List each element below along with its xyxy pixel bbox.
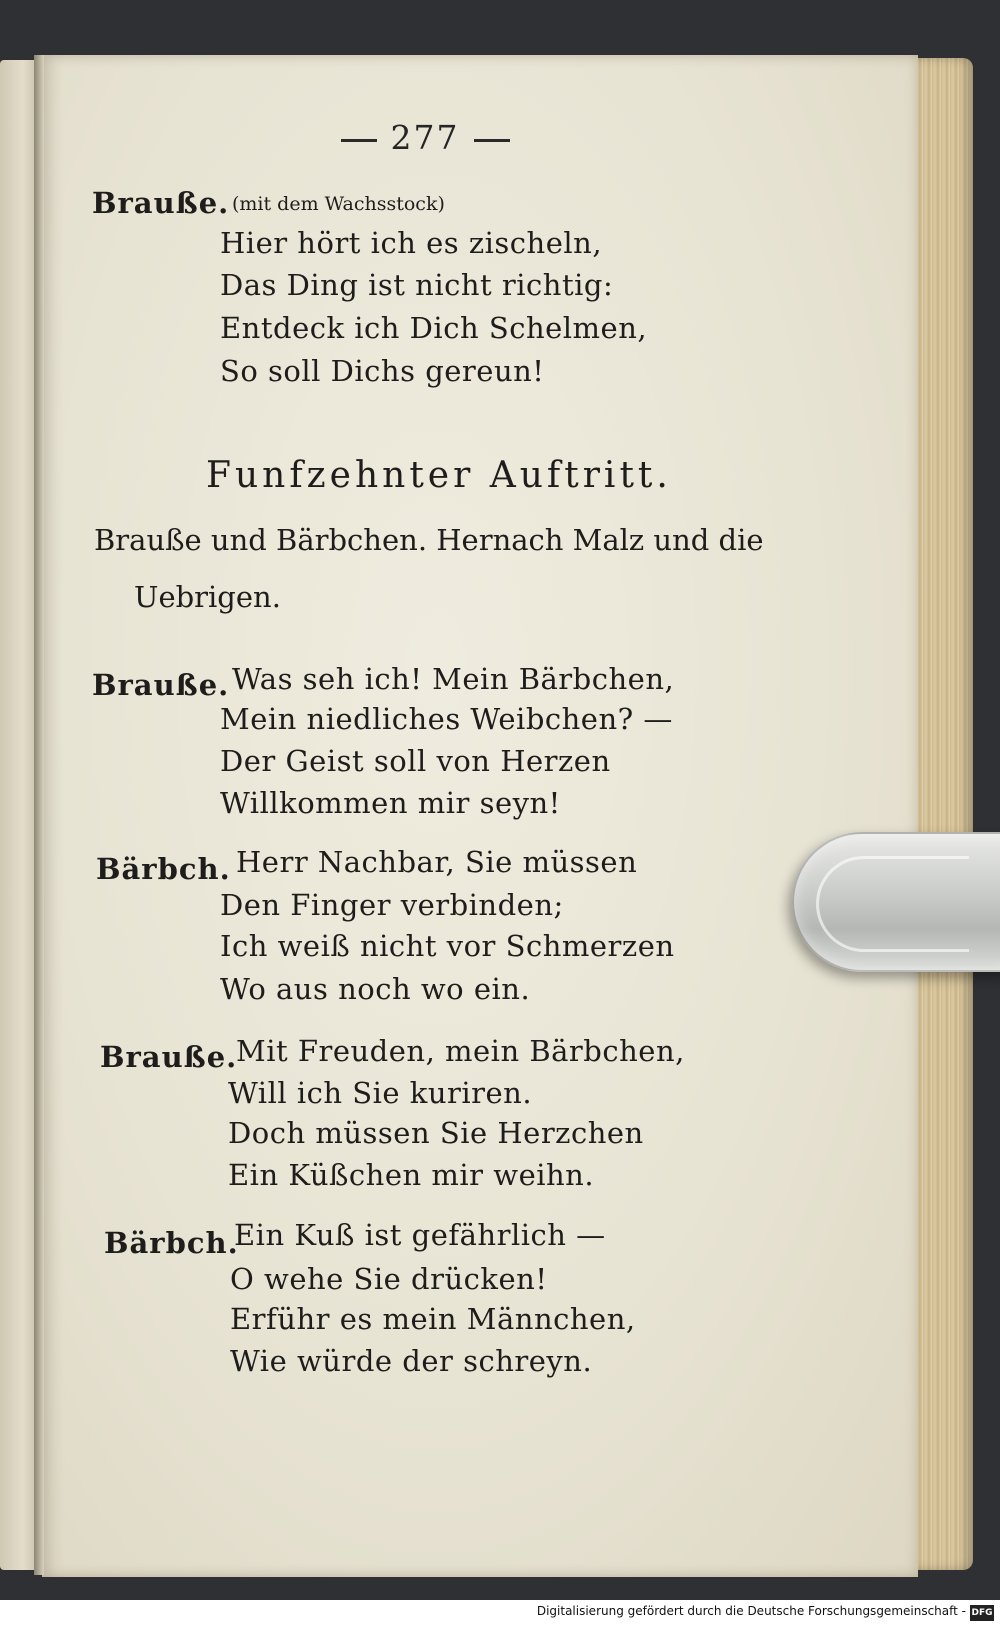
verse-line: O wehe Sie drücken! (230, 1262, 548, 1296)
verse-line: Entdeck ich Dich Schelmen, (220, 311, 648, 345)
page-number-dash-right (474, 139, 510, 142)
facing-page-edge (0, 60, 38, 1570)
scene-heading: Funfzehnter Auftritt. (206, 455, 672, 496)
speaker-label: Brauße. (100, 1040, 238, 1074)
verse-line: Hier hört ich es zischeln, (220, 226, 603, 260)
digitization-credit: Digitalisierung gefördert durch die Deutsche Forschungsgemeinschaft - (536, 1604, 966, 1618)
stage-note: (mit dem Wachsstock) (232, 193, 445, 215)
verse-line: So soll Dichs gereun! (220, 354, 545, 388)
verse-line: Doch müssen Sie Herzchen (228, 1116, 644, 1150)
verse-line: Der Geist soll von Herzen (220, 744, 611, 778)
verse-line: Herr Nachbar, Sie müssen (236, 845, 638, 879)
book-gutter (34, 55, 44, 1575)
verse-line: Erführ es mein Männchen, (230, 1302, 636, 1336)
speaker-label: Brauße. (92, 668, 230, 702)
verse-line: Willkommen mir seyn! (220, 786, 561, 820)
stage-direction-line: Brauße und Bärbchen. Hernach Malz und die (94, 523, 764, 557)
verse-line: Ich weiß nicht vor Schmerzen (220, 929, 675, 963)
dfg-logo-icon: DFG (970, 1605, 994, 1621)
speaker-label: Bärbch. (96, 852, 231, 886)
verse-line: Das Ding ist nicht richtig: (220, 268, 614, 302)
verse-line: Den Finger verbinden; (220, 888, 564, 922)
verse-line: Wo aus noch wo ein. (220, 972, 531, 1006)
verse-line: Wie würde der schreyn. (230, 1344, 593, 1378)
page-number (310, 118, 540, 157)
verse-line: Mein niedliches Weibchen? — (220, 702, 673, 736)
verse-line: Mit Freuden, mein Bärbchen, (236, 1034, 685, 1068)
verse-line: Was seh ich! Mein Bärbchen, (232, 662, 675, 696)
speaker-label: Bärbch. (104, 1226, 239, 1260)
glass-page-weight (792, 832, 1000, 972)
page-number-dash-left (341, 139, 377, 142)
verse-line: Will ich Sie kuriren. (228, 1076, 533, 1110)
verse-line: Ein Küßchen mir weihn. (228, 1158, 595, 1192)
page-number-text: 277 (390, 118, 460, 157)
speaker-label: Brauße. (92, 186, 230, 220)
stage-direction-line: Uebrigen. (134, 580, 281, 614)
verse-line: Ein Kuß ist gefährlich — (234, 1218, 606, 1252)
